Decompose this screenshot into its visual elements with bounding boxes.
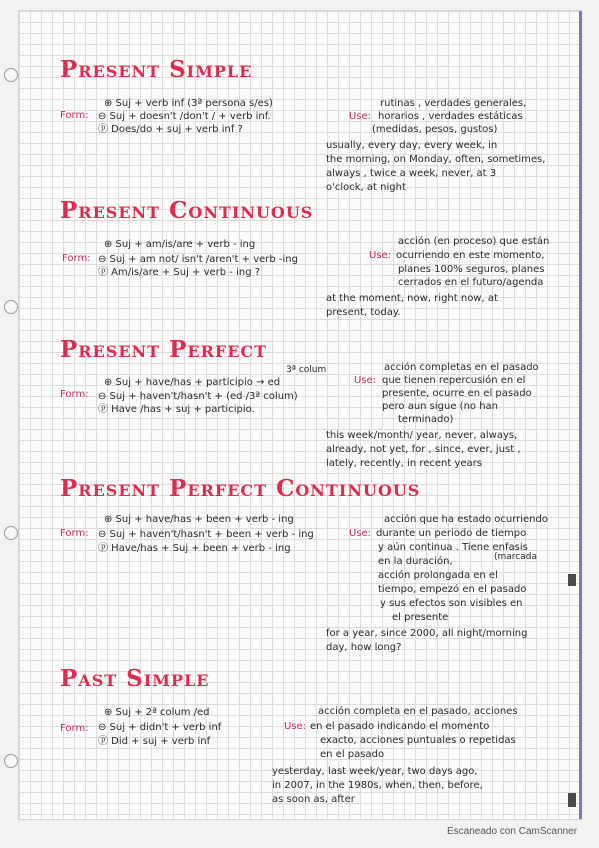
margin-line	[579, 11, 582, 819]
section-title-present-perfect: Present Perfect	[60, 336, 268, 363]
use-text: ocurriendo en este momento,	[396, 250, 545, 261]
form-negative: ⊖ Suj + haven't/hasn't + (ed /3ª colum)	[98, 391, 298, 402]
punch-hole	[4, 68, 18, 82]
form-question: ⓟ Am/is/are + Suj + verb - ing ?	[98, 267, 261, 278]
use-text: terminado)	[398, 414, 454, 425]
form-negative: ⊖ Suj + am not/ isn't /aren't + verb -ing	[98, 254, 298, 265]
use-text: exacto, acciones puntuales o repetidas	[320, 735, 516, 746]
section-title-present-simple: Present Simple	[60, 56, 253, 83]
edge-mark	[568, 574, 576, 586]
use-text: pero aun sigue (no han	[382, 401, 499, 412]
use-label: Use:	[354, 375, 377, 386]
use-label: Use:	[369, 250, 392, 261]
form-affirmative: ⊕ Suj + verb inf (3ª persona s/es)	[104, 98, 273, 109]
form-label: Form:	[60, 528, 89, 539]
form-affirmative: ⊕ Suj + 2ª colum /ed	[104, 707, 210, 718]
use-text: y aún continua . Tiene enfasis	[378, 542, 528, 553]
use-text: en el pasado	[320, 749, 385, 760]
use-text: durante un periodo de tiempo	[376, 528, 527, 539]
time-expressions: already, not yet, for , since, ever, just ,	[326, 444, 521, 455]
time-expressions: the morning, on Monday, often, sometimes,	[326, 154, 546, 165]
form-question: ⓟ Have /has + suj + participio.	[98, 404, 255, 415]
form-label: Form:	[60, 723, 89, 734]
time-expressions: day, how long?	[326, 642, 402, 653]
time-expressions: usually, every day, every week, in	[326, 140, 498, 151]
time-expressions: present, today.	[326, 307, 401, 318]
use-label: Use:	[349, 111, 372, 122]
use-text: y sus efectos son visibles en	[380, 598, 523, 609]
form-label: Form:	[60, 389, 89, 400]
form-label: Form:	[62, 253, 91, 264]
time-expressions: for a year, since 2000, all night/morning	[326, 628, 528, 639]
time-expressions: in 2007, in the 1980s, when, then, before,	[272, 780, 483, 791]
use-text: horarios , verdades estáticas	[378, 111, 523, 122]
use-label: Use:	[284, 721, 307, 732]
use-text: rutinas , verdades generales,	[380, 98, 527, 109]
punch-hole	[4, 526, 18, 540]
form-negative: ⊖ Suj + didn't + verb inf	[98, 722, 222, 733]
form-question: ⓟ Have/has + Suj + been + verb - ing	[98, 543, 291, 554]
use-text: acción completas en el pasado	[384, 362, 539, 373]
section-title-present-continuous: Present Continuous	[60, 197, 314, 224]
form-affirmative: ⊕ Suj + am/is/are + verb - ing	[104, 239, 256, 250]
form-question: ⓟ Did + suj + verb inf	[98, 736, 211, 747]
form-negative: ⊖ Suj + doesn't /don't / + verb inf.	[98, 111, 271, 122]
punch-hole	[4, 754, 18, 768]
time-expressions: always , twice a week, never, at 3	[326, 168, 497, 179]
use-text: en el pasado indicando el momento	[310, 721, 490, 732]
scanner-watermark: Escaneado con CamScanner	[447, 826, 578, 837]
punch-hole	[4, 300, 18, 314]
form-negative: ⊖ Suj + haven't/hasn't + been + verb - ing	[98, 529, 314, 540]
time-expressions: as soon as, after	[272, 794, 355, 805]
use-text: acción prolongada en el	[378, 570, 498, 581]
form-question: ⓟ Does/do + suj + verb inf ?	[98, 124, 243, 135]
use-text: presente, ocurre en el pasado	[382, 388, 532, 399]
use-text: (medidas, pesos, gustos)	[372, 124, 498, 135]
section-title-present-perfect-continuous: Present Perfect Continuous	[60, 475, 421, 502]
form-affirmative: ⊕ Suj + have/has + been + verb - ing	[104, 514, 294, 525]
column-note: 3ª colum	[286, 365, 327, 375]
time-expressions: lately, recently, in recent years	[326, 458, 482, 469]
time-expressions: o'clock, at night	[326, 182, 406, 193]
use-text: planes 100% seguros, planes	[398, 264, 545, 275]
use-label: Use:	[349, 528, 372, 539]
use-text: el presente	[392, 612, 449, 623]
use-text: acción que ha estado ocurriendo	[384, 514, 548, 525]
edge-mark	[568, 793, 576, 807]
time-expressions: this week/month/ year, never, always,	[326, 430, 518, 441]
time-expressions: at the moment, now, right now, at	[326, 293, 498, 304]
time-expressions: yesterday, last week/year, two days ago,	[272, 766, 478, 777]
form-label: Form:	[60, 110, 89, 121]
use-text: acción completa en el pasado, acciones	[318, 706, 518, 717]
form-affirmative: ⊕ Suj + have/has + participio → ed	[104, 377, 281, 388]
use-text: que tienen repercusión en el	[382, 375, 526, 386]
use-text: (marcada	[494, 552, 537, 562]
section-title-past-simple: Past Simple	[60, 665, 210, 692]
use-text: en la duración,	[378, 556, 453, 567]
use-text: acción (en proceso) que están	[398, 236, 550, 247]
use-text: cerrados en el futuro/agenda	[398, 277, 544, 288]
use-text: tiempo, empezó en el pasado	[378, 584, 527, 595]
